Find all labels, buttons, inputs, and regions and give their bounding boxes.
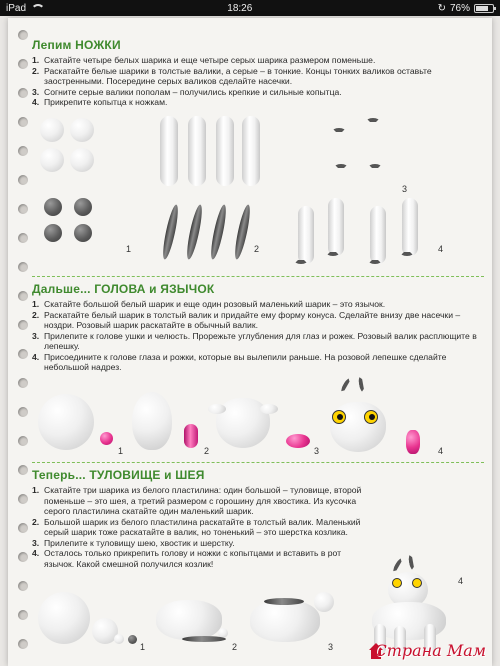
grey-roll (232, 204, 252, 261)
grey-ball (44, 224, 62, 242)
binding-hole (18, 233, 28, 243)
grey-roll (208, 204, 228, 261)
goat-body (250, 600, 320, 642)
section-body (32, 468, 484, 569)
white-roll (160, 116, 178, 186)
status-time: 18:26 (227, 2, 253, 14)
binding-hole (18, 581, 28, 591)
white-ball (38, 394, 94, 450)
step-item: 3. Прилепите к голове ушки и челюсть. Прорежьте углубления для глаз и рожек. Розовый валик расплющите в лепешку. (32, 330, 477, 351)
section-legs (32, 38, 484, 108)
stage-number: 3 (328, 642, 334, 652)
step-item: 2. Раскатайте белые шарики в толстые валики, а серые – в тонкие. Концы тонких валиков оставьте заостренными. Посередине серых валиков сделайте насечки. (32, 65, 432, 86)
stage-number: 1 (118, 446, 124, 456)
grey-roll (264, 598, 304, 605)
hoof-shape (334, 164, 348, 172)
step-item: 1. Скатайте четыре белых шарика и еще четыре серых шарика размером поменьше. (32, 55, 376, 65)
status-right (438, 3, 494, 14)
white-ball (40, 118, 64, 142)
pink-roll (184, 424, 198, 448)
grey-ball (74, 224, 92, 242)
binding-hole (18, 552, 28, 562)
pink-ball (100, 432, 113, 445)
binding-hole (18, 117, 28, 127)
binding-hole (18, 88, 28, 98)
white-roll (188, 116, 206, 186)
goat-ear (208, 404, 226, 414)
steps-list (32, 55, 484, 108)
white-ball (40, 148, 64, 172)
goat-ear (260, 404, 278, 414)
grey-roll (182, 636, 226, 642)
legs-illustration (32, 114, 484, 274)
section-title: Дальше... ГОЛОВА и ЯЗЫЧОК (32, 282, 215, 296)
white-ball (70, 148, 94, 172)
binding-hole (18, 204, 28, 214)
stage-number: 4 (438, 244, 444, 254)
binding-hole (18, 523, 28, 533)
white-roll (216, 116, 234, 186)
head-illustration (32, 380, 484, 460)
step-item: 2. Большой шарик из белого пластилина раскатайте в толстый валик. Маленький серый шарик тоже раскатайте в валик, но тоненький – это шерстка козлика. (32, 516, 361, 537)
step-item: 4. Присоедините к голове глаза и рожки, которые вы вылепили раньше. На розовой лепешке сделайте небольшой надрез. (32, 351, 447, 372)
step-item: 4. Прикрепите копытца к ножкам. (32, 97, 168, 107)
goat-horn (357, 374, 368, 393)
stage-number: 3 (402, 184, 408, 194)
status-bar (0, 0, 500, 16)
section-divider (32, 462, 484, 463)
step-item: 3. Согните серые валики пополам – получились крепкие и сильные копытца. (32, 86, 342, 97)
white-ball (38, 592, 90, 644)
section-title: Лепим НОЖКИ (32, 38, 121, 52)
head-cone (132, 392, 172, 450)
binding-hole (18, 465, 28, 475)
step-item: 4. Осталось только прикрепить голову и ножки с копытцами и вставить в рот язычок. Какой смешной получился козлик! (32, 548, 342, 569)
hoof-shape (368, 164, 382, 172)
hoof-shape (400, 248, 414, 256)
battery-icon (474, 4, 494, 13)
white-roll (156, 600, 222, 640)
white-ball (114, 634, 124, 644)
goat-eye (392, 578, 402, 588)
binding-hole (18, 349, 28, 359)
hoof-shape (326, 248, 340, 256)
binding-hole (18, 494, 28, 504)
book-page[interactable] (8, 18, 492, 666)
binding-hole (18, 436, 28, 446)
rotation-lock-icon: ↻ (437, 2, 446, 14)
grey-ball (74, 198, 92, 216)
section-divider (32, 276, 484, 277)
goat-pupil (369, 414, 375, 420)
binding-hole (18, 30, 28, 40)
binding-hole (18, 59, 28, 69)
white-ball (70, 118, 94, 142)
grey-roll (160, 204, 180, 261)
pink-tongue (286, 434, 310, 448)
binding-hole (18, 639, 28, 649)
stage-number: 2 (232, 642, 238, 652)
grey-roll (184, 204, 204, 261)
steps-list (32, 299, 484, 373)
binding-hole (18, 320, 28, 330)
device-label: iPad (6, 2, 27, 14)
wifi-icon (30, 4, 42, 13)
step-item: 2. Раскатайте белый шарик в толстый валик и придайте ему форму конуса. Сделайте внизу две насечки – ноздри. Розовый шарик раскатайте в обычный валик. (32, 309, 461, 330)
binding-hole (18, 378, 28, 388)
section-head (32, 282, 484, 373)
binding-holes (12, 18, 34, 666)
step-item: 1. Скатайте большой белый шарик и еще один розовый маленький шарик – это язычок. (32, 299, 386, 309)
white-roll (242, 116, 260, 186)
stage-number: 4 (438, 446, 444, 456)
binding-hole (18, 146, 28, 156)
binding-hole (18, 407, 28, 417)
binding-hole (18, 175, 28, 185)
goat-eye (412, 578, 422, 588)
binding-hole (18, 262, 28, 272)
stage-number: 1 (140, 642, 146, 652)
hoof-shape (368, 256, 382, 264)
grey-ball (44, 198, 62, 216)
watermark: Страна Мам (374, 641, 486, 660)
stage-number: 2 (204, 446, 210, 456)
grey-ball (128, 635, 137, 644)
stage-number: 1 (126, 244, 132, 254)
hoof-shape (294, 256, 308, 264)
binding-hole (18, 610, 28, 620)
steps-list (32, 485, 362, 569)
battery-percent: 76% (449, 2, 470, 14)
hoof-shape (366, 118, 380, 126)
pink-tongue (406, 430, 420, 454)
step-item: 3. Прилепите к туловищу шею, хвостик и шерстку. (32, 537, 235, 548)
stage-number: 3 (314, 446, 320, 456)
binding-hole (18, 291, 28, 301)
stage-number: 2 (254, 244, 260, 254)
status-left (6, 3, 42, 14)
goat-horn (339, 376, 355, 396)
hoof-shape (332, 128, 346, 136)
goat-pupil (337, 414, 343, 420)
step-item: 1. Скатайте три шарика из белого пластилина: один большой – туловище, второй поменьше – это шея, а третий размером с горошину для хвостика. Из кусочка серого пластилина скатайте один маленький шарик. (32, 485, 362, 516)
stage-number: 4 (458, 576, 464, 586)
goat-neck (314, 592, 334, 612)
section-title: Теперь... ТУЛОВИЩЕ и ШЕЯ (32, 468, 205, 482)
